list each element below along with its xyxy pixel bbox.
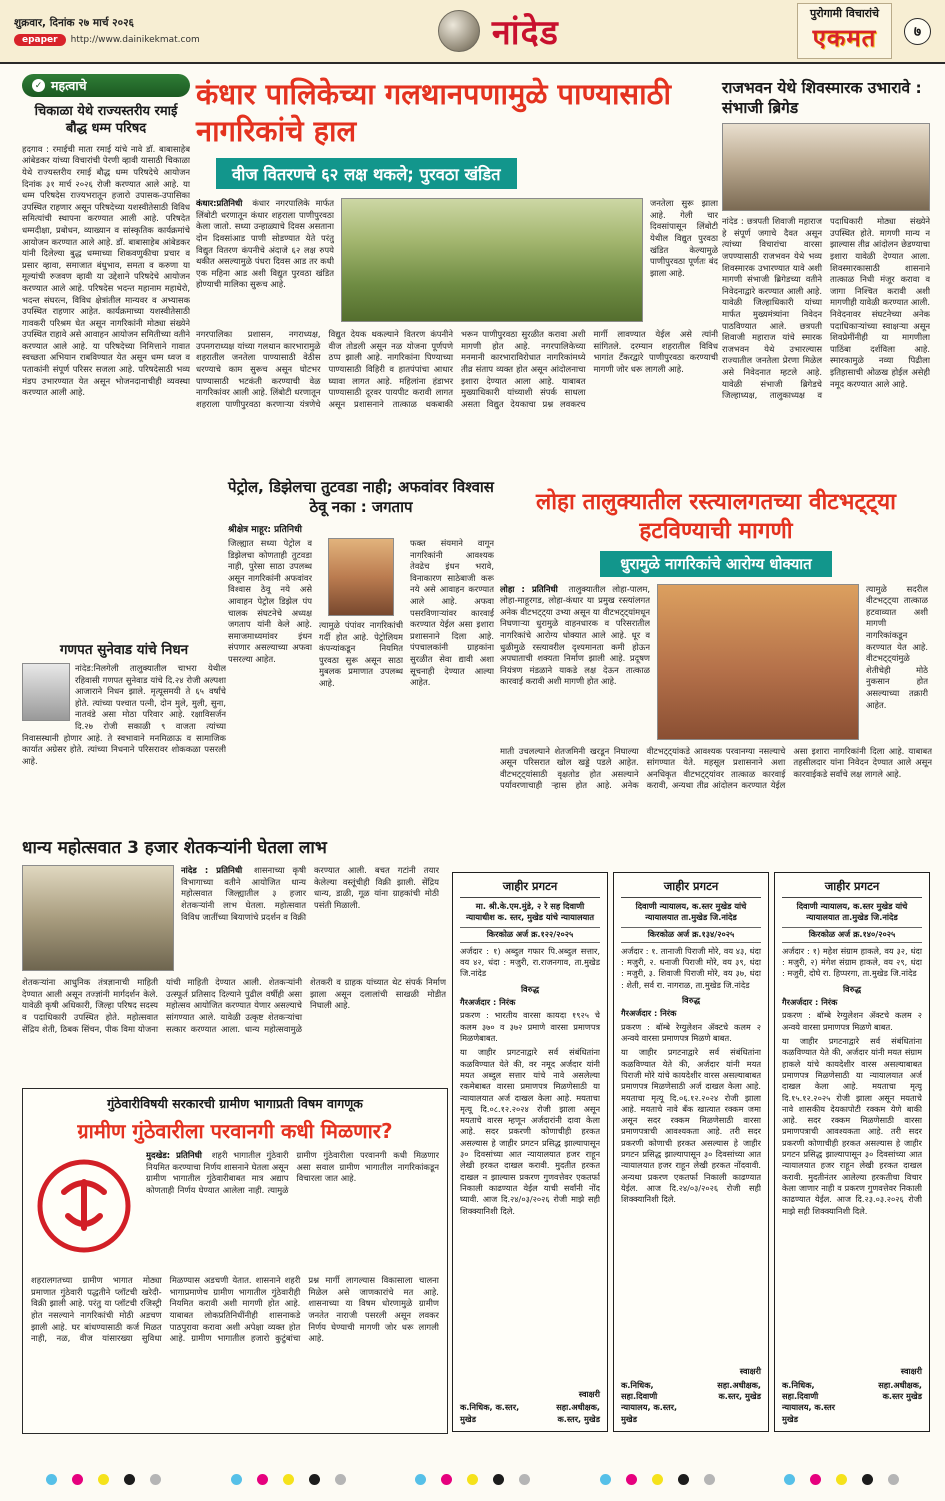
notice-title: जाहीर प्रगटन: [782, 879, 922, 898]
notice-sign-label: स्वाक्षरी: [739, 1366, 761, 1377]
important-headline: चिकाळा येथे राज्यस्तरीय रमाई बौद्ध धम्म परिषद: [34, 104, 178, 136]
loha-brick-kiln-photo: [657, 584, 859, 740]
notice-sign-left: क.निधिक, सहा.दिवाणी न्यायालय, क.स्तर, मुखेड: [621, 1379, 678, 1424]
notice-title: जाहीर प्रगटन: [621, 879, 761, 898]
notice-sign-left: क.निधिक, सहा.दिवाणी न्यायालय, क.स्तर मुखेड: [782, 1379, 836, 1424]
lead-byline: कंधार:प्रतिनिधी: [196, 198, 243, 209]
lead-column-2: जनतेला सुरू झाला आहे. गेली चार दिवसांपासून लिंबोटी येथील विद्युत पुरवठा खंडित केल्यामुळे पाणीपुरवठा पूर्णतः बंद झाला आहे.: [650, 198, 718, 278]
registration-dot-group: [46, 1474, 161, 1485]
notice-case-number: किरकोळ अर्ज क्र.१२२/२०२५: [460, 927, 600, 942]
grain-colright-text: शासनाच्या कृषी विभागाच्या वतीने आयोजित धान्य महोत्सवात जिल्ह्यातील ३ हजार शेतकऱ्यांनी लाभ घेतला. महोत्सवात विविध जातींच्या बियाणांचे प्रदर्शन व विक्री करण्यात आली. बचत गटांनी तयार केलेल्या वस्तूंचीही विक्री झाली. सेंद्रिय धान्य, डाळी, गूळ यांना ग्राहकांची मोठी पसंती मिळाली.: [181, 865, 439, 922]
gunthewari-colright-text: शहरी भागातील गुंठेवारी नियमित करण्याचा निर्णय शासनाने घेतला असून ग्रामीण भागातील गुंठेवारीबाबत मात्र अद्याप कोणताही निर्णय घेण्यात आलेला नाही. त्यामुळे ग्रामीण गुंठेवारीला परवानगी कधी मिळणार असा सवाल ग्रामीण भागातील नागरिकांकडून विचारला जात आहे.: [146, 1150, 439, 1196]
notice-applicant: अर्जदार : १. तानाजी पिराजी मोरे, वय ४३, धंदा : मजुरी, २. धनाजी पिराजी मोरे, वय ३९, धंदा : मजुरी, ३. शिवाजी पिराजी मोरे, वय ३७, धंदा : शेती, सर्व रा. नागराळ, ता.मुखेड जि.नांदेड: [621, 945, 761, 990]
notice-sign-label: स्वाक्षरी: [578, 1389, 600, 1400]
lead-headline: कंधार पालिकेच्या गलथानपणामुळे पाण्यासाठी नागरिकांचे हाल: [196, 77, 672, 149]
loha-subhead: धुरामुळे नागरिकांचे आरोग्य धोक्यात: [600, 551, 831, 577]
petrol-col2-text: त्यामुळे पंपांवर नागरिकांची गर्दी होत आहे. पेट्रोलियम कंपन्यांकडून नियमित पुरवठा सुरू असून साठा मुबलक प्रमाणात उपलब्ध आहे.: [319, 620, 403, 688]
petrol-story: [228, 478, 494, 790]
public-notice-3: [774, 872, 930, 1432]
yellow-dot-icon: [283, 1474, 294, 1485]
notice-applicant: अर्जदार : १) अब्दुल गफार पि.अब्दुल सत्तार, वय ४२, धंदा : मजुरी, रा.राजनगाव, ता.मुखेड जि.नांदेड: [460, 945, 600, 979]
grain-festival-story: [22, 838, 446, 1081]
shivsmarak-photo: [722, 123, 930, 211]
cyan-dot-icon: [46, 1474, 57, 1485]
notice-sign-left: क.निधिक, क.स्तर, मुखेड: [460, 1402, 520, 1424]
important-check-icon: ✓: [32, 79, 45, 92]
important-badge: [22, 74, 190, 97]
important-badge-label: महत्वाचे: [51, 78, 87, 93]
notice-body: या जाहीर प्रगटनाद्वारे सर्व संबंधितांना कळविण्यात येते की, अर्जदार यांनी मयत संग्राम हाकले यांचे कायदेशीर वारस असल्याबाबत प्रमाणपत्र मिळणेसाठी या न्यायालयात अर्ज दाखल केला आहे. मयताचा मृत्यू दि.१५.१२.२०२५ रोजी झाला असून मयताचे नावे शासकीय देयकापोटी रक्कम येणे बाकी आहे. सदर रक्कम मिळणेसाठी वारसा प्रमाणपत्राची आवश्यकता आहे. तरी सदर प्रकरणी कोणाचीही हरकत असल्यास हे जाहीर प्रगटन प्रसिद्ध झाल्यापासून ३० दिवसांच्या आत न्यायालयात हजर राहून लेखी हरकत दाखल करावी. मुदतीनंतर आलेल्या हरकतीचा विचार केला जाणार नाही व प्रकरण गुणवत्तेवर निकाली काढण्यात येईल. आज दि.२३.०३.२०२६ रोजी माझे सही शिक्क्यानिशी दिले.: [782, 1035, 922, 1216]
notice-sign-label: स्वाक्षरी: [900, 1366, 922, 1377]
masthead-left: [14, 16, 200, 46]
notice-court: दिवाणी न्यायालय, क.स्तर मुखेड यांचे न्यायालयात ता.मुखेड जि.नांदेड: [635, 900, 747, 923]
loha-byline: लोहा : प्रतिनिधी: [500, 583, 558, 594]
black-dot-icon: [124, 1474, 135, 1485]
notice-respondent: गैरअर्जदार : निरंक: [621, 1008, 677, 1019]
loha-headline: लोहा तालुक्यातील रस्त्यालगतच्या वीटभट्ट्या हटविण्याची मागणी: [535, 489, 897, 544]
important-column: [22, 74, 190, 622]
cyan-dot-icon: [784, 1474, 795, 1485]
shivsmarak-headline: राजभवन येथे शिवस्मारक उभारावे : संभाजी ब्रिगेड: [722, 79, 922, 118]
grain-byline: नांदेड : प्रतिनिधी: [181, 865, 243, 876]
grain-body: शेतकऱ्यांना आधुनिक तंत्रज्ञानाची माहिती देण्यात आली असून तज्ज्ञांनी मार्गदर्शन केले. यावेळी कृषी अधिकारी, जिल्हा परिषद सदस्य व पदाधिकारी उपस्थित होते. महोत्सवात सेंद्रिय शेती, ठिबक सिंचन, पीक विमा योजना यांची माहिती देण्यात आली. शेतकऱ्यांनी उत्स्फूर्त प्रतिसाद दिल्याने पुढील वर्षीही असा महोत्सव आयोजित करण्यात येणार असल्याचे सांगण्यात आले. यावेळी उत्कृष्ट शेतकऱ्यांचा सत्कार करण्यात आला. धान्य महोत्सवामुळे शेतकरी व ग्राहक यांच्यात थेट संपर्क निर्माण झाला असून दलालांची साखळी मोडीत निघाली आहे.: [22, 977, 446, 1034]
print-registration-marks: [46, 1474, 899, 1485]
brand-tagline: पुरोगामी विचारांचे: [809, 7, 879, 20]
yellow-dot-icon: [467, 1474, 478, 1485]
loha-column-1: [500, 584, 650, 740]
grain-festival-photo: [22, 865, 174, 971]
petrol-portrait-photo: [328, 538, 394, 616]
petrol-column-2: [319, 538, 403, 790]
masthead-right: [797, 3, 931, 59]
black-dot-icon: [678, 1474, 689, 1485]
brand-box: [797, 3, 892, 59]
notice-case-number: किरकोळ अर्ज क्र.१३४/२०२५: [621, 927, 761, 942]
lead-body: नगरपालिका प्रशासन, नगराध्यक्ष, उपनगराध्यक्ष यांच्या गलथान कारभारामुळे शहरातील जनतेला पाण्यासाठी वेठीस धरण्याचे काम सुरूच असून घोटभर पाण्यासाठी भटकंती करण्याची वेळ नागरिकांवर आली आहे. लिंबोटी धरणातून शहराला पाणीपुरवठा करणाऱ्या यंत्रणेचे विद्युत देयक थकल्याने वितरण कंपनीने वीज तोडली असून नळ योजना पूर्णपणे ठप्प झाली आहे. नागरिकांना पिण्याच्या पाण्यासाठी विहिरी व हातपंपांचा आधार घ्यावा लागत आहे. महिलांना हंडाभर पाण्यासाठी दूरवर पायपीट करावी लागत असून प्रशासनाने तात्काळ थकबाकी भरून पाणीपुरवठा सुरळीत करावा अशी मागणी होत आहे. नगरपालिकेच्या मनमानी कारभाराविरोधात नागरिकांमध्ये तीव्र संताप व्यक्त होत असून आंदोलनाचा इशारा देण्यात आला आहे. याबाबत मुख्याधिकारी यांच्याशी संपर्क साधला असता विद्युत देयकाचा प्रश्न लवकरच मार्गी लावण्यात येईल असे त्यांनी सांगितले. दरम्यान शहरातील विविध भागांत टँकरद्वारे पाणीपुरवठा करण्याची मागणी जोर धरू लागली आहे.: [196, 329, 718, 409]
registration-dot-group: [415, 1474, 530, 1485]
petrol-column-1: जिल्ह्यात सध्या पेट्रोल व डिझेलचा कोणताही तुटवडा नाही, पुरेसा साठा उपलब्ध असून नागरिकांनी अफवांवर विश्वास ठेवू नये असे आवाहन पेट्रोल डिझेल पंप चालक संघटनेचे अध्यक्ष जगताप यांनी केले आहे. समाजमाध्यमांवर इंधन संपणार असल्याच्या अफवा पसरल्या आहेत.: [228, 538, 312, 664]
gunthewari-story: [22, 1088, 448, 1434]
grain-headline: धान्य महोत्सवात 3 हजार शेतकऱ्यांनी घेतला लाभ: [22, 838, 327, 858]
notice-body: या जाहीर प्रगटनाद्वारे सर्व संबंधितांना कळविण्यात येते की, वर नमूद अर्जदार यांनी मयत अब्दुल सत्तार यांचे नावे असलेल्या रकमेबाबत वारसा प्रमाणपत्र मिळणेसाठी या न्यायालयात अर्ज दाखल केला आहे. मयताचा मृत्यू दि.०८.१२.२०२४ रोजी झाला असून मयताचे वारस म्हणून अर्जदारांनी दावा केला आहे. सदर प्रकरणी कोणाचीही हरकत असल्यास हे जाहीर प्रगटन प्रसिद्ध झाल्यापासून ३० दिवसांच्या आत न्यायालयात हजर राहून लेखी हरकत दाखल करावी. मुदतीत हरकत दाखल न झाल्यास प्रकरण गुणवत्तेवर एकतर्फा निकाली काढण्यात येईल याची सर्वांनी नोंद घ्यावी. आज दि.२४/०३/२०२६ रोजी माझे सही शिक्क्यानिशी दिले.: [460, 1047, 600, 1216]
ekmat-logo-icon: [438, 10, 480, 52]
notice-versus: विरुद्ध: [681, 995, 701, 1006]
petrol-column-3: फक्त संयमाने वागून नागरिकांनी आवश्यक तेवढेच इंधन भरावे, विनाकारण साठेबाजी करू नये असे आवाहन करण्यात आले आहे. अफवा पसरविणाऱ्यांवर कारवाई करण्यात येईल असा इशारा प्रशासनाने दिला आहे. पंपचालकांनी ग्राहकांना सुरळीत सेवा द्यावी अशा सूचनाही देण्यात आल्या आहेत.: [410, 538, 494, 688]
gunthewari-emblem-icon: [31, 1150, 137, 1262]
loha-col1-text: तालुक्यातील लोहा-पालम, लोहा-माहूरगड, लोहा-कंधार या प्रमुख रस्त्यांलगत अनेक वीटभट्ट्या उभ्या असून या वीटभट्ट्यांमधून निघणाऱ्या धुरामुळे वाहनधारक व परिसरातील नागरिकांचे आरोग्य धोक्यात आले आहे. धूर व धुळीमुळे रस्त्यावरील दृश्यमानता कमी होऊन अपघाताची शक्यता निर्माण झाली आहे. प्रदूषण नियंत्रण मंडळाने याकडे लक्ष देऊन तात्काळ कारवाई करावी अशी मागणी होत आहे.: [500, 583, 650, 687]
obituary-portrait-photo: [22, 663, 70, 721]
obituary: [22, 640, 226, 823]
lead-col1-text: कंधार नगरपालिके मार्फत लिंबोटी धरणातून कंधार शहराला पाणीपुरवठा केला जातो. सध्या उन्हाळ्याचे दिवस असताना दोन दिवसांआड पाणी सोडण्यात येते परंतु विद्युत वितरण कंपनीचे अंदाजे ६२ लक्ष रुपये थकीत असल्यामुळे पंधरा दिवस आड तर कधी एक महिना आड अशी विद्युत पुरवठा खंडित होण्याची मालिका सुरूच आहे.: [196, 198, 334, 290]
notice-title: जाहीर प्रगटन: [460, 879, 600, 898]
important-body: हदगाव : रमाईची माता रमाई यांचे नावे डॉ. बाबासाहेब आंबेडकर यांच्या विचारांची पेरणी व्हावी यासाठी चिकाळा येथे राज्यस्तरीय रमाई बौद्ध धम्म परिषदेचे आयोजन दिनांक ३१ मार्च २०२६ रोजी करण्यात आले आहे. या धम्म परिषदेस राज्यभरातून हजारो उपासक-उपासिका उपस्थित राहणार असून परिषदेच्या यशस्वीतेसाठी विविध समित्यांची स्थापना करण्यात आली आहे. परिषदेत धम्मदीक्षा, प्रबोधन, व्याख्यान व सांस्कृतिक कार्यक्रमांचे आयोजन करण्यात आले आहे. डॉ. बाबासाहेब आंबेडकर यांनी दिलेल्या बुद्ध धम्माच्या शिकवणुकीचा प्रचार व प्रसार व्हावा, समाजात बंधुभाव, समता व करुणा या मूल्यांची रुजवण व्हावी या उद्देशाने परिषदेचे आयोजन करण्यात आले आहे. परिषदेस भदन्त महानाम महाथेरो, भदन्त संघरत्न, विविध क्षेत्रांतील मान्यवर व अभ्यासक उपस्थित राहणार आहेत. कार्यक्रमाच्या यशस्वीतेसाठी गावकरी परिश्रम घेत असून नागरिकांनी मोठ्या संख्येने उपस्थित राहावे असे आवाहन आयोजन समितीच्या वतीने करण्यात आले आहे. या परिषदेच्या निमित्ताने गावात स्वच्छता अभियान राबविण्यात येत असून धम्म ध्वज व पताकांनी संपूर्ण परिसर सजला आहे. परिषदेसाठी भव्य मंडप उभारण्यात येत असून भोजनदानाचीही व्यवस्था करण्यात आली आहे.: [22, 143, 190, 398]
lead-photo: [341, 198, 643, 322]
public-notice-2: [613, 872, 769, 1432]
cyan-dot-icon: [231, 1474, 242, 1485]
brand-name: एकमत: [812, 24, 877, 52]
petrol-byline: श्रीक्षेत्र माहूर: प्रतिनिधी: [228, 525, 302, 535]
shivsmarak-story: [722, 78, 930, 468]
notice-sign-right: सहा.अधीक्षक, क.स्तर, मुखेड: [717, 1379, 761, 1402]
yellow-dot-icon: [836, 1474, 847, 1485]
date-line: शुक्रवार, दिनांक २७ मार्च २०२६: [14, 17, 134, 29]
black-dot-icon: [309, 1474, 320, 1485]
obituary-headline: गणपत सुनेवाड यांचे निधन: [59, 642, 189, 658]
notice-court: मा. श्री.के.एम.मुंडे, २ रे सह दिवाणी न्यायाधीश क. स्तर, मुखेड यांचे न्यायालयात: [465, 900, 595, 923]
magenta-dot-icon: [441, 1474, 452, 1485]
gray-dot-icon: [704, 1474, 715, 1485]
yellow-dot-icon: [98, 1474, 109, 1485]
gunthewari-kicker: गुंठेवारीविषयी सरकारची ग्रामीण भागाप्रती विषम वागणूक: [107, 1096, 363, 1111]
gunthewari-headline: ग्रामीण गुंठेवारीला परवानगी कधी मिळणार?: [77, 1119, 393, 1144]
magenta-dot-icon: [257, 1474, 268, 1485]
notice-versus: विरुद्ध: [520, 983, 540, 994]
notice-respondent: गैरअर्जदार : निरंक: [460, 997, 516, 1008]
notice-court: दिवाणी न्यायालय, क.स्तर मुखेड यांचे न्यायालयात ता.मुखेड जि.नांदेड: [796, 900, 908, 923]
notice-body: या जाहीर प्रगटनाद्वारे सर्व संबंधितांना कळविण्यात येते की, अर्जदार यांनी मयत पिराजी मोरे यांचे कायदेशीर वारस असल्याबाबत प्रमाणपत्र मिळणेसाठी अर्ज दाखल केला आहे. मयताचा मृत्यू दि.०६.१२.२०२४ रोजी झाला आहे. मयताचे नावे बँक खात्यात रक्कम जमा असून सदर रक्कम मिळणेसाठी वारसा प्रमाणपत्राची आवश्यकता आहे. तरी सदर प्रकरणी कोणाची हरकत असल्यास हे जाहीर प्रगटन प्रसिद्ध झाल्यापासून ३० दिवसांच्या आत न्यायालयात हजर राहून लेखी हरकत नोंदवावी. अन्यथा प्रकरण एकतर्फा निकाली काढण्यात येईल. आज दि.२४/०३/२०२६ रोजी सही शिक्क्यानिशी दिले.: [621, 1047, 761, 1205]
gray-dot-icon: [888, 1474, 899, 1485]
lead-column-1: [196, 198, 334, 322]
loha-column-2: त्यामुळे सदरील वीटभट्ट्या तात्काळ हटवाव्यात अशी मागणी नागरिकांकडून करण्यात येत आहे. वीटभट्ट्यांमुळे शेतीचेही मोठे नुकसान होत असल्याच्या तक्रारी आहेत.: [866, 583, 928, 710]
black-dot-icon: [862, 1474, 873, 1485]
masthead-center: [438, 8, 559, 54]
lead-subhead: वीज वितरणचे ६२ लक्ष थकले; पुरवठा खंडित: [216, 158, 517, 189]
notice-matter: प्रकरण : बॉम्बे रेग्युलेशन ॲक्टचे कलम २ अन्वये वारसा प्रमाणपत्र मिळणे बाबत.: [782, 1010, 922, 1032]
notice-respondent: गैरअर्जदार : निरंक: [782, 997, 838, 1008]
epaper-url[interactable]: http://www.dainikekmat.com: [70, 35, 200, 45]
gray-dot-icon: [335, 1474, 346, 1485]
page-number: ७: [904, 18, 931, 45]
magenta-dot-icon: [72, 1474, 83, 1485]
grain-column-right: [181, 865, 439, 971]
notice-matter: प्रकरण : बॉम्बे रेग्युलेशन ॲक्टचे कलम २ अन्वये वारसा प्रमाणपत्र मिळणे बाबत.: [621, 1021, 761, 1043]
edition-title: नांदेड: [491, 13, 559, 53]
gunthewari-byline: मुदखेड: प्रतिनिधी: [146, 1150, 202, 1161]
gunthewari-column-right: [146, 1150, 439, 1268]
notice-sign-right: सहा.अधीक्षक, क.स्तर, मुखेड: [556, 1402, 600, 1424]
yellow-dot-icon: [652, 1474, 663, 1485]
cyan-dot-icon: [600, 1474, 611, 1485]
loha-story: [500, 488, 932, 858]
notice-case-number: किरकोळ अर्ज क्र.१४०/२०२५: [782, 927, 922, 942]
epaper-badge[interactable]: epaper: [14, 34, 66, 46]
loha-body: माती उचलल्याने शेतजमिनी खरडून निघाल्या असून परिसरात खोल खड्डे पडले आहेत. वीटभट्ट्यांसाठी वृक्षतोड होत असल्याने पर्यावरणाचाही ऱ्हास होत आहे. अनेक वीटभट्ट्यांकडे आवश्यक परवानग्या नसल्याचे सांगण्यात येते. महसूल प्रशासनाने अशा अनधिकृत वीटभट्ट्यांवर तात्काळ कारवाई करावी, अन्यथा तीव्र आंदोलन करण्यात येईल असा इशारा नागरिकांनी दिला आहे. याबाबत तहसीलदार यांना निवेदन देण्यात आले असून कारवाईकडे सर्वांचे लक्ष लागले आहे.: [500, 745, 932, 791]
cyan-dot-icon: [415, 1474, 426, 1485]
masthead: [0, 0, 945, 64]
registration-dot-group: [600, 1474, 715, 1485]
obituary-body: नांदेड:निलगेली तालुक्यातील चाभरा येथील रहिवासी गणपत सुनेवाड यांचे दि.२४ रोजी अल्पशा आजाराने निधन झाले. मृत्यूसमयी ते ६५ वर्षांचे होते. त्यांच्या पश्चात पत्नी, दोन मुले, मुली, सुना, नातवंडे असा मोठा परिवार आहे. रक्षाविसर्जन दि.२७ रोजी सकाळी ९ वाजता त्यांच्या निवासस्थानी होणार आहे. ते स्वभावाने मनमिळाऊ व सामाजिक कार्यात अग्रेसर होते. त्यांच्या निधनाने परिसरावर शोककळा पसरली आहे.: [22, 663, 226, 766]
gray-dot-icon: [519, 1474, 530, 1485]
gray-dot-icon: [150, 1474, 161, 1485]
magenta-dot-icon: [626, 1474, 637, 1485]
obituary-body-wrap: [22, 663, 226, 823]
registration-dot-group: [231, 1474, 346, 1485]
petrol-headline: पेट्रोल, डिझेलचा तुटवडा नाही; अफवांवर विश्वास ठेवू नका : जगताप: [228, 478, 494, 516]
gunthewari-body: शहरालगतच्या ग्रामीण भागात मोठ्या प्रमाणात गुंठेवारी पद्धतीने प्लॉटची खरेदी-विक्री झाली आहे. परंतु या प्लॉटची रजिस्ट्री होत नसल्याने नागरिकांची मोठी अडचण झाली आहे. घर बांधण्यासाठी कर्ज मिळत नाही, नळ, वीज यांसारख्या सुविधा मिळण्यास अडचणी येतात. शासनाने शहरी भागाप्रमाणेच ग्रामीण भागातील गुंठेवारीही नियमित करावी अशी मागणी होत आहे. याबाबत लोकप्रतिनिधींनीही शासनाकडे पाठपुरावा करावा अशी अपेक्षा व्यक्त होत आहे. ग्रामीण भागातील हजारो कुटुंबांचा प्रश्न मार्गी लागल्यास विकासाला चालना मिळेल असे जाणकारांचे मत आहे. शासनाच्या या विषम धोरणामुळे ग्रामीण जनतेत नाराजी पसरली असून लवकर निर्णय घेण्याची मागणी जोर धरू लागली आहे.: [31, 1275, 439, 1344]
notice-versus: विरुद्ध: [842, 983, 862, 994]
public-notice-1: [452, 872, 608, 1432]
notice-sign-right: सहा.अधीक्षक, क.स्तर मुखेड: [878, 1379, 922, 1402]
shivsmarak-body: नांदेड : छत्रपती शिवाजी महाराज हे संपूर्ण जगाचे दैवत असून त्यांच्या विचारांचा वारसा जपण्यासाठी राजभवन येथे भव्य शिवस्मारक उभारण्यात यावे अशी मागणी संभाजी ब्रिगेडच्या वतीने निवेदनाद्वारे करण्यात आली आहे. यावेळी जिल्हाधिकारी यांच्या मार्फत मुख्यमंत्र्यांना निवेदन पाठविण्यात आले. छत्रपती शिवाजी महाराज यांचे स्मारक राजभवन येथे उभारल्यास राज्यातील जनतेला प्रेरणा मिळेल असे निवेदनात म्हटले आहे. यावेळी संभाजी ब्रिगेडचे जिल्हाध्यक्ष, तालुकाध्यक्ष व पदाधिकारी मोठ्या संख्येने उपस्थित होते. मागणी मान्य न झाल्यास तीव्र आंदोलन छेडण्याचा इशारा यावेळी देण्यात आला. शिवस्मारकासाठी शासनाने तात्काळ निधी मंजूर करावा व जागा निश्चित करावी अशी मागणीही यावेळी करण्यात आली. निवेदनावर संघटनेच्या अनेक पदाधिकाऱ्यांच्या स्वाक्षऱ्या असून शिवप्रेमींनीही या मागणीला पाठिंबा दर्शविला आहे. स्मारकामुळे नव्या पिढीला इतिहासाची ओळख होईल असेही नमूद करण्यात आले आहे.: [722, 216, 930, 401]
lead-story: [196, 76, 718, 447]
black-dot-icon: [493, 1474, 504, 1485]
notice-matter: प्रकरण : भारतीय वारसा कायदा १९२५ चे कलम ३७० व ३७२ प्रमाणे वारसा प्रमाणपत्र मिळणेबाबत.: [460, 1010, 600, 1043]
magenta-dot-icon: [810, 1474, 821, 1485]
registration-dot-group: [784, 1474, 899, 1485]
notice-applicant: अर्जदार : १) महेश संग्राम हाकले, वय ३२, धंदा : मजुरी, २) मंगेश संग्राम हाकले, वय २९, धंदा : मजुरी, दोघे रा. हिप्परगा, ता.मुखेड जि.नांदेड: [782, 945, 922, 979]
